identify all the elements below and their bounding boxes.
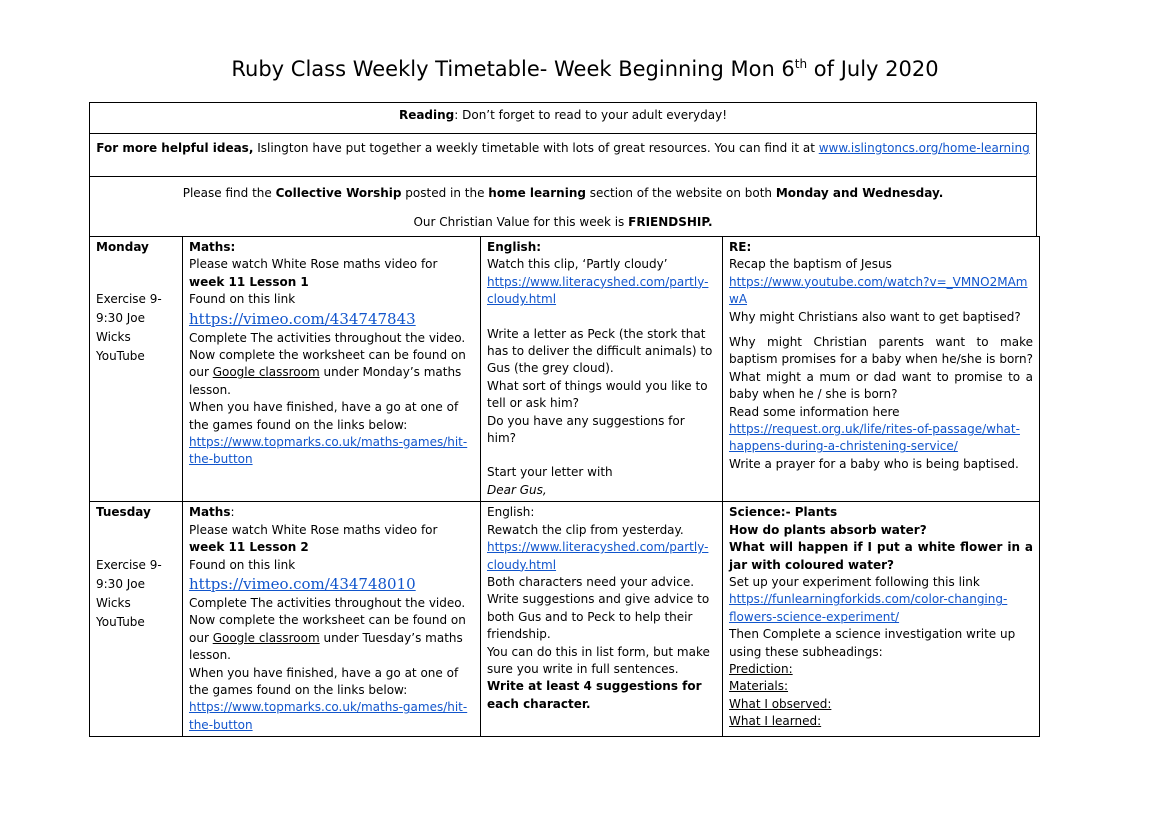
worship-note: Please find the Collective Worship posted in the home learning section of the website on both Monday and Wednesday. Our Christian Value for this week is FRIENDSHIP. bbox=[89, 176, 1037, 237]
literacyshed-link[interactable]: https://www.literacyshed.com/partly-cloudy.html bbox=[487, 274, 709, 307]
table-row bbox=[90, 502, 1040, 737]
topmarks-link[interactable]: https://www.topmarks.co.uk/maths-games/hit-the-button bbox=[189, 435, 468, 467]
science-cell: Science:- Plants How do plants absorb water? What will happen if I put a white flower in a jar with coloured water? Set up your experiment following this link https://funlearningforkids.com/color-changing-flowers-science-experiment/ Then Complete a science investigation write up using these subheadings: Prediction: Materials: What I observed: What I learned: bbox=[723, 502, 1040, 737]
funlearning-link[interactable]: https://funlearningforkids.com/color-changing-flowers-science-experiment/ bbox=[729, 592, 1008, 624]
christian-value: Our Christian Value for this week is FRIENDSHIP. bbox=[413, 215, 713, 229]
islington-link[interactable]: www.islingtoncs.org/home-learning bbox=[818, 141, 1030, 155]
google-classroom-link[interactable]: Google classroom bbox=[212, 630, 320, 645]
vimeo-link[interactable]: https://vimeo.com/434748010 bbox=[189, 574, 416, 593]
page-title: Ruby Class Weekly Timetable- Week Beginning Mon 6th of July 2020 bbox=[231, 57, 939, 81]
maths-cell: Maths: Please watch White Rose maths video for week 11 Lesson 1 Found on this link https://vimeo.com/434747843 Complete The activities throughout the video. Now complete the worksheet can be found on our Google classroom under Monday’s maths lesson. When you have finished, have a go at one of the games found on the links below: https://www.topmarks.co.uk/maths-games/hit-the-button bbox=[183, 237, 481, 502]
request-link[interactable]: https://request.org.uk/life/rites-of-passage/what-happens-during-a-christening-service/ bbox=[729, 422, 1020, 454]
vimeo-link[interactable]: https://vimeo.com/434747843 bbox=[189, 309, 416, 328]
day-cell: Tuesday Exercise 9-9:30 Joe Wicks YouTube bbox=[90, 502, 183, 737]
literacyshed-link[interactable]: https://www.literacyshed.com/partly-cloudy.html bbox=[487, 540, 709, 572]
day-cell: Monday Exercise 9-9:30 Joe Wicks YouTube bbox=[90, 237, 183, 502]
helpful-ideas-note: For more helpful ideas, Islington have put together a weekly timetable with lots of great resources. You can find it at www.islingtoncs.org/home-learning bbox=[89, 133, 1037, 177]
english-cell: English: Watch this clip, ‘Partly cloudy’ https://www.literacyshed.com/partly-cloudy.html Write a letter as Peck (the stork that has to deliver the difficult animals) to Gus (the grey cloud). What sort of things would you like to tell or ask him? Do you have any suggestions for him? Start your letter with Dear Gus, bbox=[481, 237, 723, 502]
english-cell: English: Rewatch the clip from yesterday. https://www.literacyshed.com/partly-cloudy.html Both characters need your advice. Write suggestions and give advice to both Gus and to Peck to help their friendship. You can do this in list form, but make sure you write in full sentences. Write at least 4 suggestions for each character. bbox=[481, 502, 723, 737]
reading-note: Reading: Don’t forget to read to your adult everyday! bbox=[89, 102, 1037, 134]
maths-cell: Maths: Please watch White Rose maths video for week 11 Lesson 2 Found on this link https://vimeo.com/434748010 Complete The activities throughout the video. Now complete the worksheet can be found on our Google classroom under Tuesday’s maths lesson. When you have finished, have a go at one of the games found on the links below: https://www.topmarks.co.uk/maths-games/hit-the-button bbox=[183, 502, 481, 737]
google-classroom-link[interactable]: Google classroom bbox=[212, 365, 320, 380]
timetable bbox=[89, 236, 1040, 737]
youtube-link[interactable]: https://www.youtube.com/watch?v=_VMNO2MAmwA bbox=[729, 274, 1028, 307]
re-cell: RE: Recap the baptism of Jesus https://www.youtube.com/watch?v=_VMNO2MAmwA Why might Christians also want to get baptised? Why might Christian parents want to make baptism promises for a baby when he/she is born? What might a mum or dad want to promise to a baby when he / she is born? Read some information here https://request.org.uk/life/rites-of-passage/what-happens-during-a-christening-service/ Write a prayer for a baby who is being baptised. bbox=[723, 237, 1040, 502]
topmarks-link[interactable]: https://www.topmarks.co.uk/maths-games/hit-the-button bbox=[189, 700, 468, 732]
table-row bbox=[90, 237, 1040, 502]
